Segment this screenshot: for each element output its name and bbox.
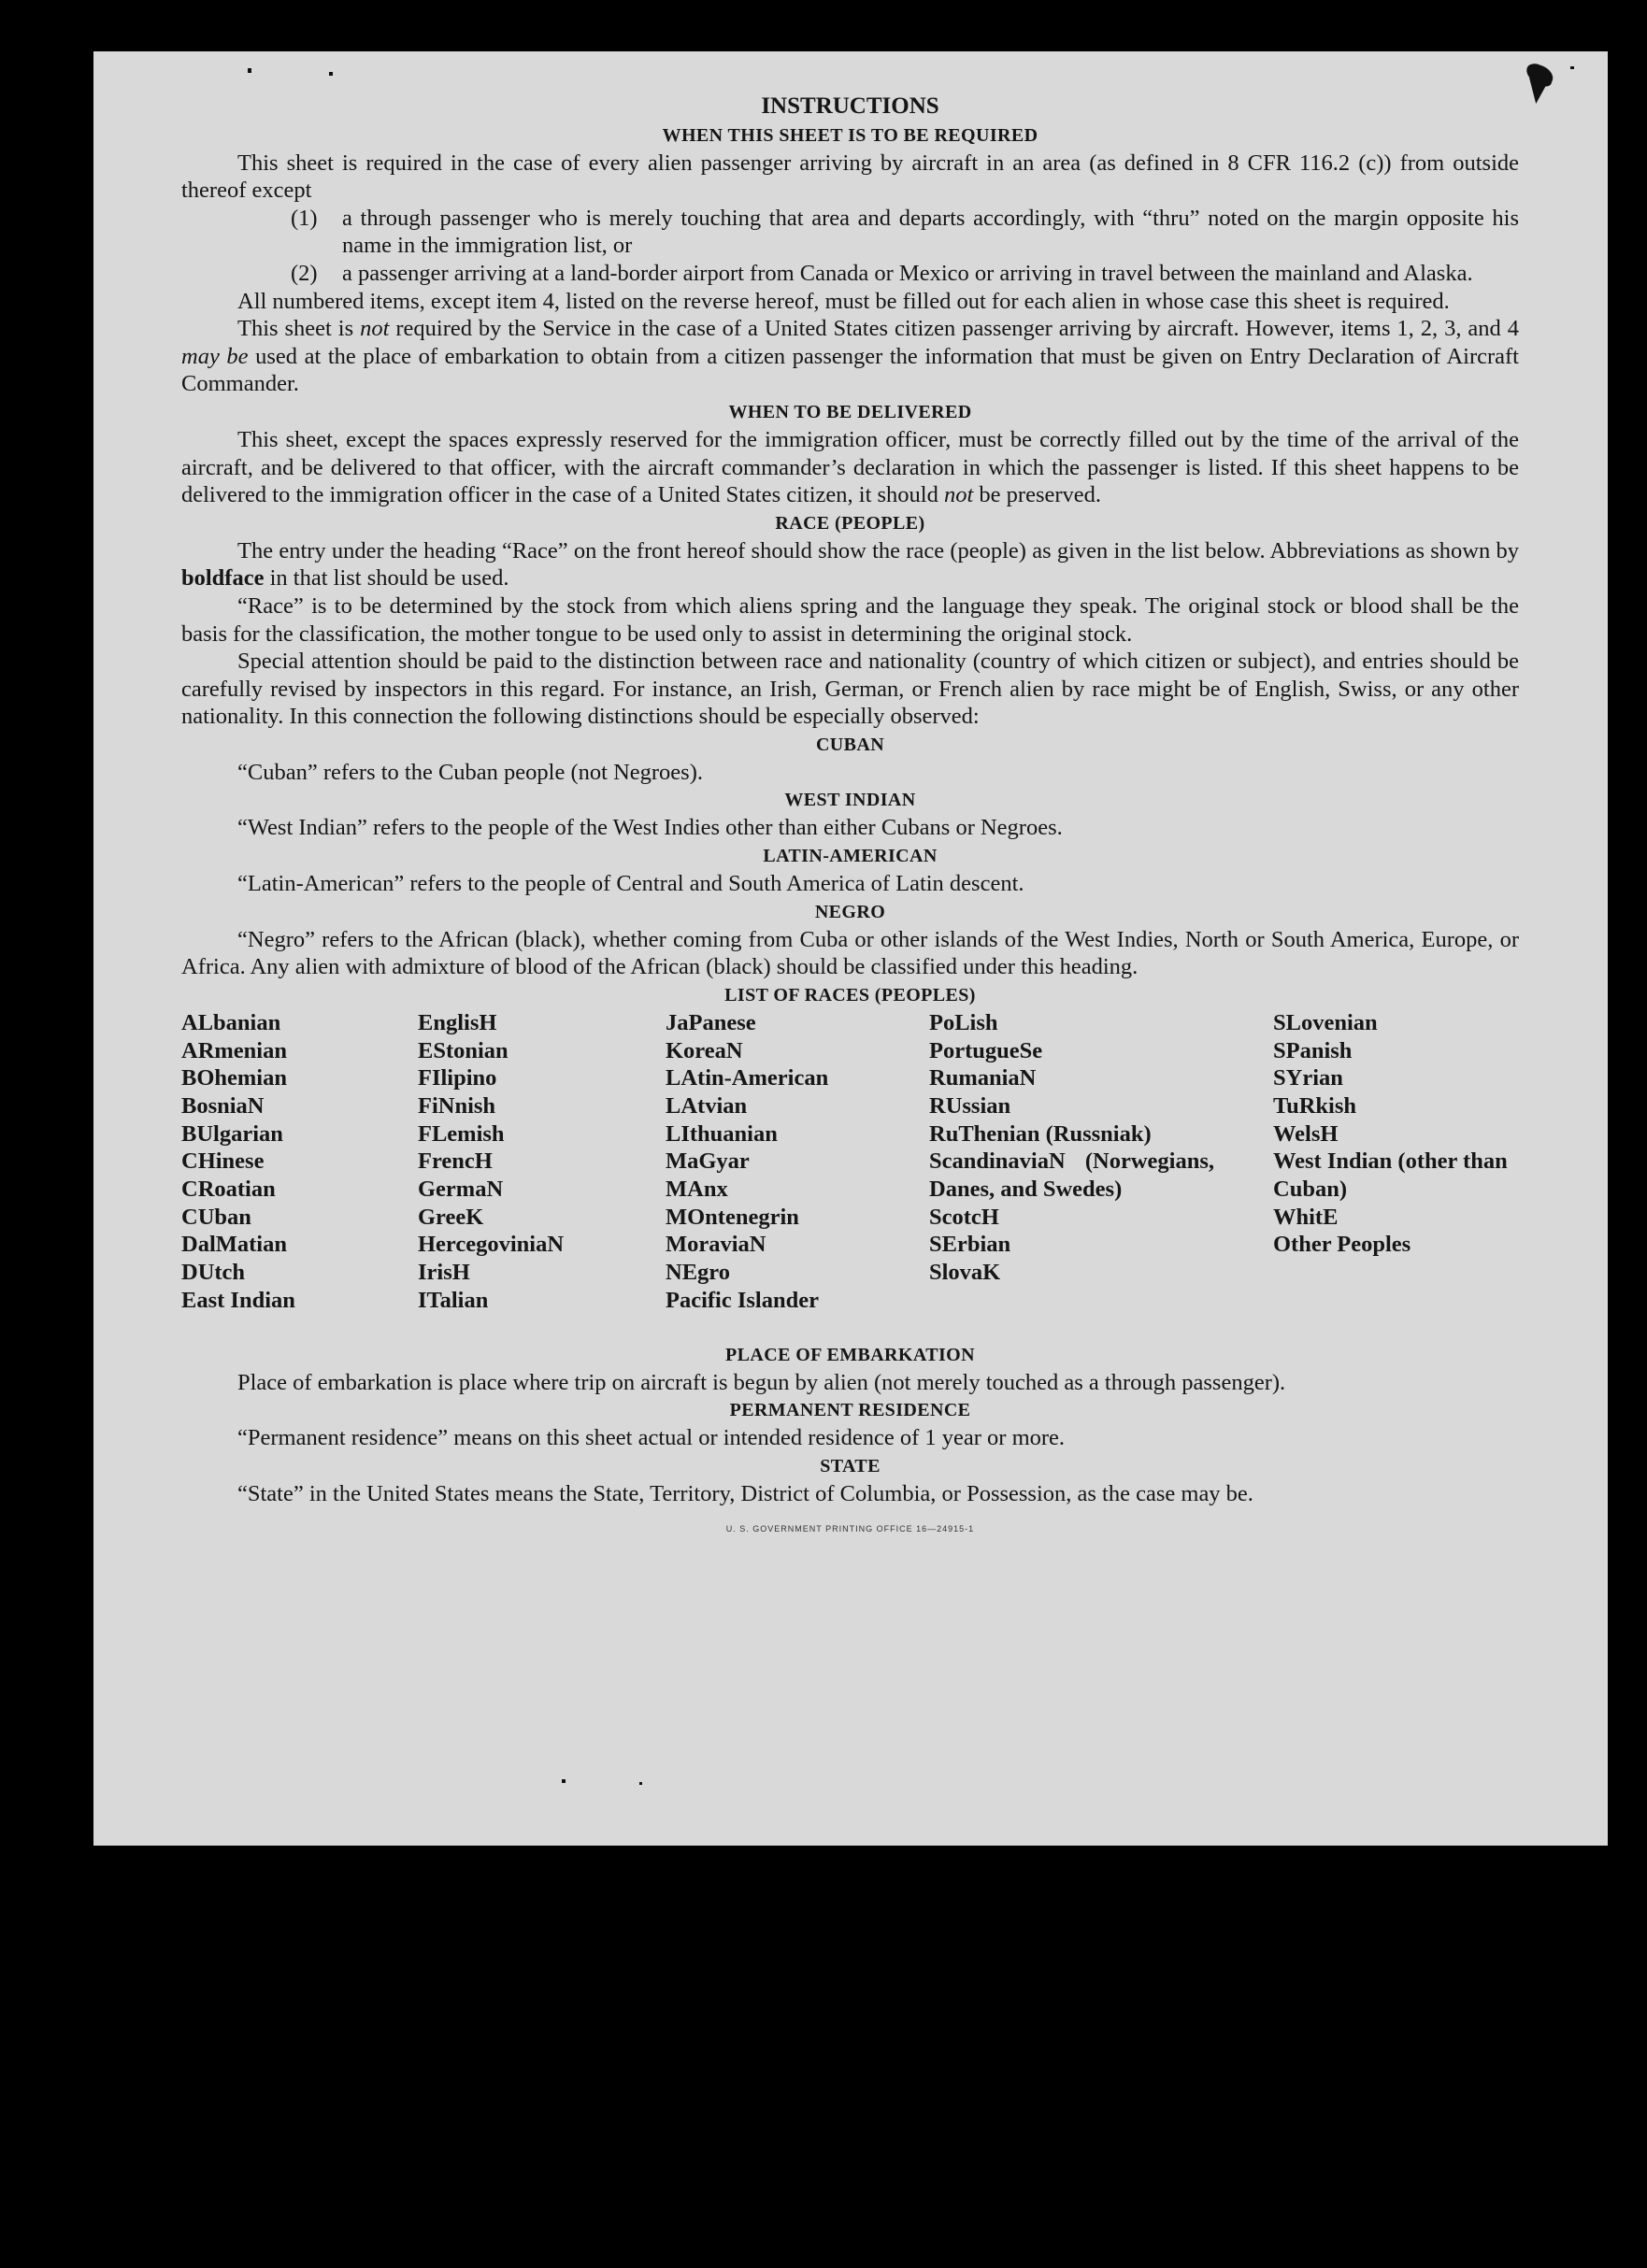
printer-imprint: U. S. GOVERNMENT PRINTING OFFICE 16—24915-1	[725, 1523, 975, 1533]
race-entry: WelsH	[1273, 1120, 1339, 1147]
paragraph: “West Indian” refers to the people of the West Indies other than either Cubans or Negroes.	[237, 815, 1063, 841]
page-title: INSTRUCTIONS	[761, 93, 939, 119]
race-entry: RUssian	[929, 1092, 1011, 1119]
race-entry: RuThenian (Russniak)	[929, 1120, 1152, 1147]
section-heading-negro: NEGRO	[814, 901, 886, 922]
section-heading-state: STATE	[820, 1456, 881, 1477]
section-heading-residence: PERMANENT RESIDENCE	[729, 1400, 971, 1421]
race-entry: LAtin-American	[666, 1065, 829, 1091]
race-entry: PoLish	[929, 1009, 998, 1035]
races-column	[1273, 1009, 1519, 1259]
item-text: a through passenger who is merely touching that area and departs accordingly, with “thru” noted on the margin opposite his name in the immigration list, or	[342, 205, 1519, 259]
race-entry: MOntenegrin	[666, 1204, 799, 1230]
race-entry: DUtch	[181, 1260, 246, 1286]
race-entry: SLovenian	[1273, 1009, 1378, 1035]
race-entry: BosniaN	[181, 1092, 265, 1119]
race-entry: BOhemian	[181, 1065, 287, 1091]
text-run: used at the place of embarkation to obtain from a citizen passenger the information that must be given on Entry Declaration of Aircraft Commander.	[181, 343, 1519, 397]
italic-text: not	[943, 482, 974, 508]
race-entry: ITalian	[418, 1287, 489, 1313]
race-entry: East Indian	[181, 1287, 295, 1313]
italic-text: not	[360, 316, 390, 342]
race-entry: ScandinaviaN (Norwegians, Danes, and Swedes)	[929, 1148, 1214, 1203]
races-column	[418, 1009, 661, 1315]
paragraph: “Latin-American” refers to the people of Central and South America of Latin descent.	[237, 871, 1024, 897]
race-entry: EnglisH	[418, 1009, 497, 1035]
paragraph	[181, 426, 1519, 509]
italic-text: may be	[181, 343, 249, 369]
race-entry: EStonian	[418, 1037, 508, 1063]
race-entry: FrencH	[418, 1148, 493, 1175]
race-entry: PortugueSe	[929, 1037, 1043, 1063]
document-page	[93, 51, 1608, 1846]
race-entry: ARmenian	[181, 1037, 287, 1063]
scan-speck	[1528, 72, 1531, 75]
race-entry: TuRkish	[1273, 1092, 1357, 1119]
text-run: in that list should be used.	[264, 565, 509, 592]
paragraph: Special attention should be paid to the distinction between race and nationality (country of which citizen or subject), and entries should be carefully revised by inspectors in this regard. For instance, an Irish, German, or French alien by race might be of English, Swiss, or any other nationality. In this connection the following distinctions should be especially observed:	[181, 649, 1519, 730]
race-entry: LAtvian	[666, 1092, 748, 1119]
race-entry: WhitE	[1273, 1204, 1339, 1230]
race-entry: SlovaK	[929, 1260, 1001, 1286]
paragraph: “Cuban” refers to the Cuban people (not Negroes).	[237, 759, 703, 785]
race-entry: ALbanian	[181, 1009, 281, 1035]
scan-speck	[248, 68, 251, 73]
race-entry: FiNnish	[418, 1092, 496, 1119]
race-entry: RumaniaN	[929, 1065, 1037, 1091]
paragraph	[181, 315, 1519, 398]
scan-speck	[562, 1779, 566, 1783]
paragraph: This sheet is required in the case of every alien passenger arriving by aircraft in an area (as defined in 8 CFR 116.2 (c)) from outside thereof except	[181, 150, 1519, 204]
section-heading-required: WHEN THIS SHEET IS TO BE REQUIRED	[662, 124, 1038, 146]
race-entry: MAnx	[666, 1177, 728, 1203]
text-run: be preserved.	[973, 482, 1102, 508]
race-entry: CUban	[181, 1204, 251, 1230]
race-entry: SPanish	[1273, 1037, 1353, 1063]
text-run: This sheet, except the spaces expressly reserved for the immigration officer, must be correctly filled out by the time of the arrival of the aircraft, and be delivered to that officer, with the aircraft commander’s declaration in which the passenger is listed. If this sheet happens to be delivered to the immigration officer in the case of a United States citizen, it should	[181, 426, 1519, 508]
item-number: (2)	[291, 260, 318, 286]
race-entry: DalMatian	[181, 1232, 287, 1258]
race-entry: IrisH	[418, 1260, 470, 1286]
race-entry: BUlgarian	[181, 1120, 283, 1147]
race-entry: MoraviaN	[666, 1232, 766, 1258]
race-entry: GreeK	[418, 1204, 484, 1230]
race-entry: Pacific Islander	[666, 1287, 819, 1313]
race-entry: CHinese	[181, 1148, 265, 1175]
race-entry: LIthuanian	[666, 1120, 778, 1147]
section-heading-embarkation: PLACE OF EMBARKATION	[725, 1344, 975, 1365]
list-item	[181, 260, 1519, 288]
race-entry: CRoatian	[181, 1177, 276, 1203]
race-entry: HercegoviniaN	[418, 1232, 565, 1258]
item-text: a passenger arriving at a land-border airport from Canada or Mexico or arriving in travel between the mainland and Alaska.	[342, 260, 1473, 286]
races-list	[181, 1009, 1519, 1341]
race-entry: JaPanese	[666, 1009, 756, 1035]
section-heading-latin-american: LATIN-AMERICAN	[763, 846, 938, 867]
paragraph	[181, 537, 1519, 592]
section-heading-delivered: WHEN TO BE DELIVERED	[728, 401, 972, 422]
paragraph: “Negro” refers to the African (black), whether coming from Cuba or other islands of the West Indies, North or South America, Europe, or Africa. Any alien with admixture of blood of the African (black) should be classified under this heading.	[181, 926, 1519, 980]
race-entry: FLemish	[418, 1120, 505, 1147]
races-column	[666, 1009, 923, 1315]
paragraph: “Permanent residence” means on this sheet actual or intended residence of 1 year or more.	[237, 1425, 1066, 1451]
race-entry: Other Peoples	[1273, 1232, 1411, 1258]
text-run: required by the Service in the case of a United States citizen passenger arriving by aircraft. However, items 1, 2, 3, and 4	[389, 316, 1519, 342]
paragraph: “Race” is to be determined by the stock from which aliens spring and the language they speak. The original stock or blood shall be the basis for the classification, the mother tongue to be used only to assist in determining the original stock.	[181, 592, 1519, 647]
paragraph: All numbered items, except item 4, listed on the reverse hereof, must be filled out for each alien in whose case this sheet is required.	[237, 288, 1450, 314]
section-heading-west-indian: WEST INDIAN	[784, 790, 916, 811]
races-column	[929, 1009, 1214, 1287]
scan-speck	[1570, 66, 1574, 69]
list-item	[181, 205, 1519, 260]
section-heading-race: RACE (PEOPLE)	[775, 512, 925, 534]
race-entry: MaGyar	[666, 1148, 750, 1175]
instructions-content	[181, 93, 1519, 1543]
paragraph: Place of embarkation is place where trip on aircraft is begun by alien (not merely touched as a through passenger).	[237, 1369, 1286, 1395]
race-entry: KoreaN	[666, 1037, 743, 1063]
text-run: The entry under the heading “Race” on the front hereof should show the race (people) as given in the list below. Abbreviations as shown by	[237, 537, 1519, 563]
paragraph: “State” in the United States means the State, Territory, District of Columbia, or Possession, as the case may be.	[237, 1481, 1253, 1507]
section-heading-list-of-races: LIST OF RACES (PEOPLES)	[724, 984, 976, 1006]
section-heading-cuban: CUBAN	[815, 734, 885, 755]
bold-text: boldface	[181, 565, 265, 592]
race-entry: SYrian	[1273, 1065, 1343, 1091]
race-entry: NEgro	[666, 1260, 730, 1286]
scan-speck	[329, 72, 333, 76]
race-entry: GermaN	[418, 1177, 504, 1203]
race-entry: SErbian	[929, 1232, 1011, 1258]
races-column	[181, 1009, 415, 1315]
text-run: This sheet is	[237, 316, 361, 342]
race-entry: ScotcH	[929, 1204, 999, 1230]
race-entry: FIlipino	[418, 1065, 497, 1091]
scan-speck	[639, 1782, 642, 1785]
item-number: (1)	[291, 205, 318, 231]
race-entry: West Indian (other than Cuban)	[1273, 1148, 1508, 1203]
